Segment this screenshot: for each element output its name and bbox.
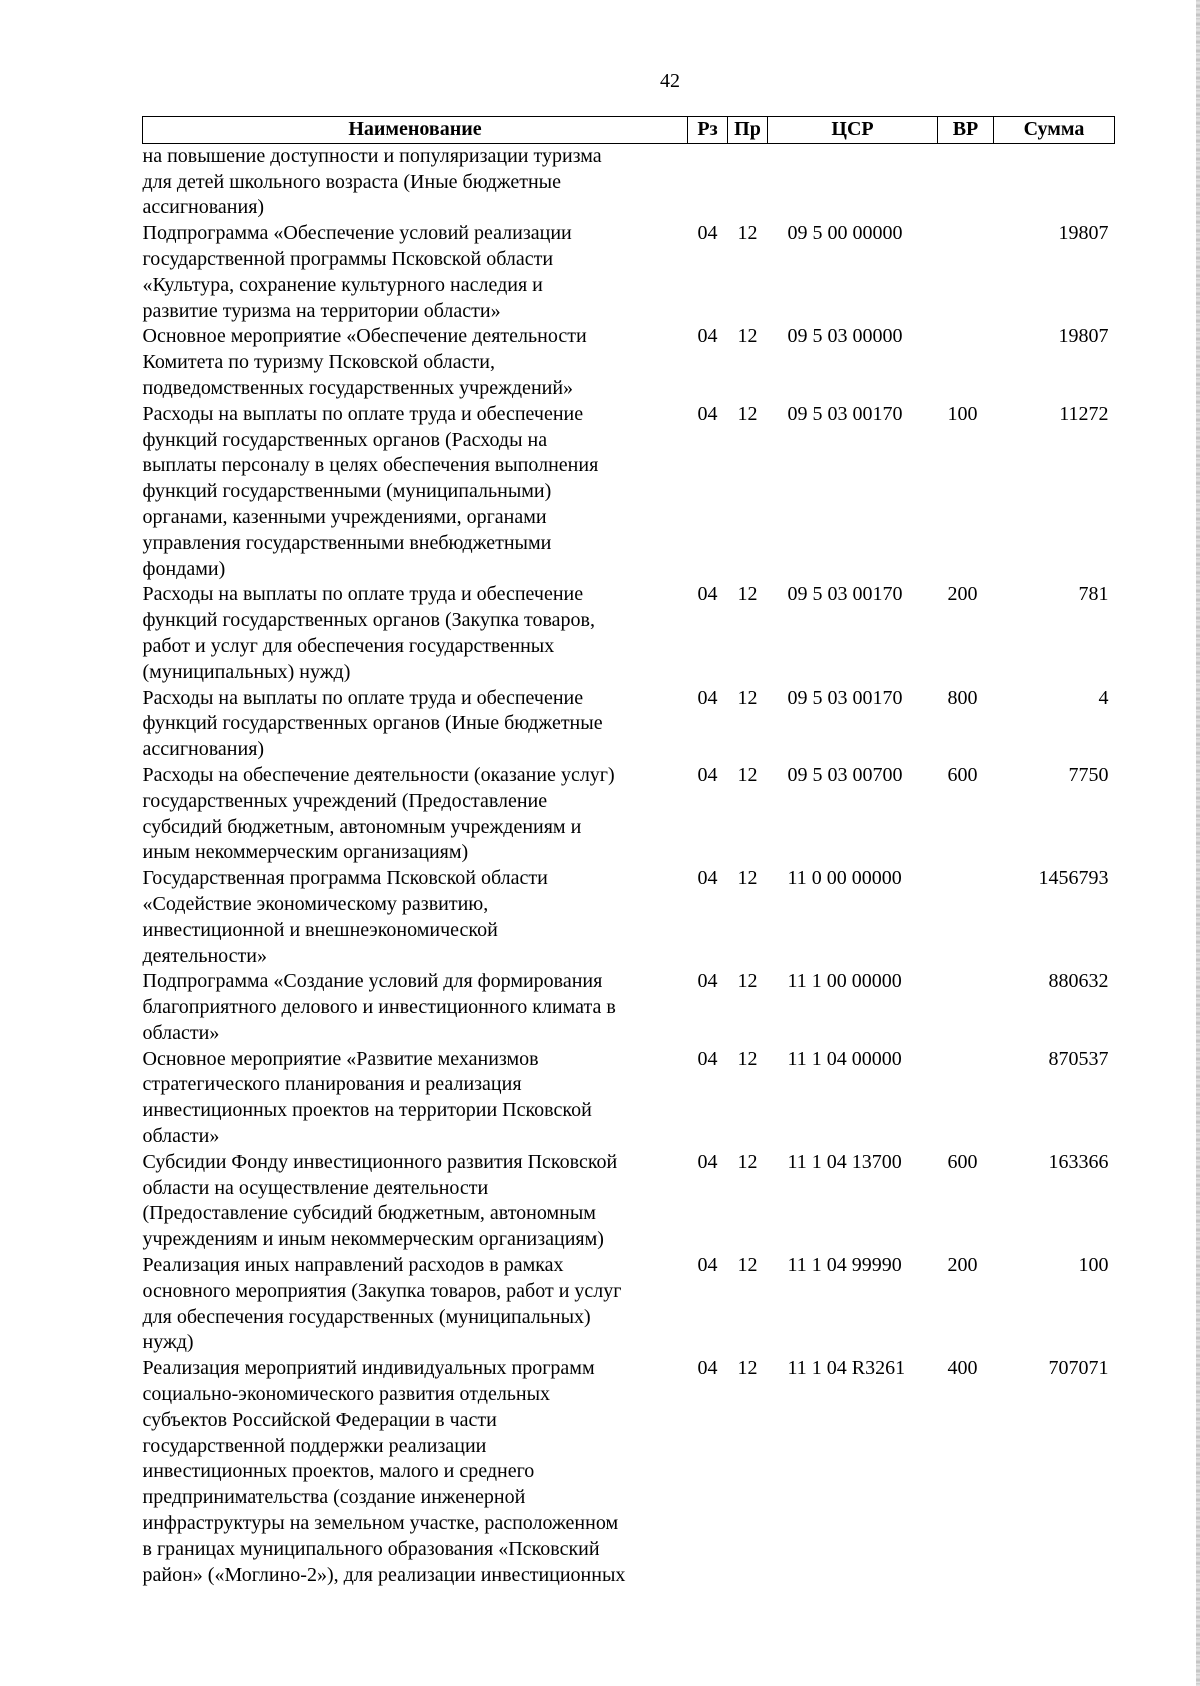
cell-pr: 12 bbox=[737, 1150, 758, 1173]
cell-csr: 09 5 03 00000 bbox=[787, 325, 903, 348]
cell-sum: 1456793 bbox=[1038, 867, 1109, 890]
cell-sum: 707071 bbox=[1048, 1357, 1109, 1380]
cell-rz: 04 bbox=[697, 402, 718, 425]
cell-vr: 600 bbox=[947, 1150, 978, 1173]
table-row bbox=[143, 143, 1115, 221]
cell-name: Реализация иных направлений расходов в рамках основного мероприятия (Закупка товаров, работ и услуг для обеспечения государственных (муниципальных) нужд) bbox=[142, 1254, 622, 1354]
cell-vr bbox=[938, 324, 994, 401]
cell-sum: 19807 bbox=[1058, 222, 1109, 245]
table-header bbox=[143, 117, 1115, 144]
cell-pr bbox=[728, 143, 768, 221]
cell-pr: 12 bbox=[737, 1047, 758, 1070]
cell-sum bbox=[994, 143, 1115, 221]
table-row bbox=[143, 763, 1115, 866]
cell-sum: 7750 bbox=[1068, 763, 1109, 786]
cell-pr: 12 bbox=[737, 222, 758, 245]
cell-name: Расходы на выплаты по оплате труда и обеспечение функций государственных органов (Закупка товаров, работ и услуг для обеспечения государственных (муниципальных) нужд) bbox=[142, 583, 595, 683]
cell-rz: 04 bbox=[697, 1357, 718, 1380]
cell-vr: 800 bbox=[947, 686, 978, 709]
cell-sum: 163366 bbox=[1048, 1150, 1109, 1173]
cell-rz: 04 bbox=[697, 222, 718, 245]
cell-name: Расходы на выплаты по оплате труда и обеспечение функций государственных органов (Иные бюджетные ассигнования) bbox=[142, 686, 603, 761]
cell-csr: 09 5 03 00170 bbox=[787, 402, 903, 425]
table-row bbox=[143, 402, 1115, 583]
cell-name: Подпрограмма «Обеспечение условий реализации государственной программы Псковской области «Культура, сохранение культурного наследия и развитие туризма на территории области» bbox=[142, 222, 572, 322]
header-sum: Сумма bbox=[994, 117, 1115, 144]
cell-sum: 19807 bbox=[1058, 325, 1109, 348]
cell-name: Основное мероприятие «Развитие механизмов стратегического планирования и реализация инвестиционных проектов на территории Псковской области» bbox=[142, 1047, 592, 1148]
cell-vr bbox=[938, 221, 994, 324]
table-row bbox=[143, 1253, 1115, 1356]
cell-name: Расходы на выплаты по оплате труда и обеспечение функций государственных органов (Расходы на выплаты персоналу в целях обеспечения выполнения функций государственными (муниципальными) органами, казенными учреждениями, органами управления государственными внебюджетными фондами) bbox=[142, 402, 599, 580]
cell-rz: 04 bbox=[697, 1150, 718, 1173]
header-name: Наименование bbox=[143, 117, 688, 144]
header-row bbox=[143, 117, 1115, 144]
table-row bbox=[143, 1047, 1115, 1150]
cell-name: Основное мероприятие «Обеспечение деятельности Комитета по туризму Псковской области, подведомственных государственных учреждений» bbox=[142, 325, 587, 399]
cell-rz bbox=[688, 143, 728, 221]
cell-pr: 12 bbox=[737, 970, 758, 993]
cell-name: Субсидии Фонду инвестиционного развития Псковской области на осуществление деятельности (Предоставление субсидий бюджетным, автономным учреждениям и иным некоммерческим организациям) bbox=[142, 1150, 618, 1251]
cell-rz: 04 bbox=[697, 867, 718, 890]
cell-sum: 100 bbox=[1078, 1254, 1109, 1277]
cell-name: Расходы на обеспечение деятельности (оказание услуг) государственных учреждений (Предоставление субсидий бюджетным, автономным учреждениям и иным некоммерческим организациям) bbox=[142, 763, 615, 864]
cell-csr: 11 1 04 99990 bbox=[787, 1254, 902, 1277]
cell-pr: 12 bbox=[737, 763, 758, 786]
cell-vr bbox=[938, 866, 994, 969]
table-row bbox=[143, 582, 1115, 685]
table-row bbox=[143, 866, 1115, 969]
scan-edge bbox=[1196, 0, 1200, 1686]
cell-rz: 04 bbox=[697, 686, 718, 709]
cell-vr bbox=[938, 1047, 994, 1150]
cell-sum: 870537 bbox=[1048, 1047, 1109, 1070]
cell-sum: 4 bbox=[1098, 686, 1109, 709]
table-body bbox=[143, 143, 1115, 1588]
cell-csr: 11 1 04 13700 bbox=[787, 1150, 902, 1173]
table-row bbox=[143, 1356, 1115, 1588]
cell-csr: 09 5 00 00000 bbox=[787, 222, 903, 245]
cell-vr: 600 bbox=[947, 763, 978, 786]
cell-name: на повышение доступности и популяризации туризма для детей школьного возраста (Иные бюджетные ассигнования) bbox=[142, 144, 602, 219]
cell-rz: 04 bbox=[697, 325, 718, 348]
table-row bbox=[143, 686, 1115, 763]
table-row bbox=[143, 969, 1115, 1046]
page-number: 42 bbox=[660, 70, 680, 92]
cell-pr: 12 bbox=[737, 583, 758, 606]
cell-sum: 11272 bbox=[1059, 402, 1109, 425]
cell-rz: 04 bbox=[697, 763, 718, 786]
cell-pr: 12 bbox=[737, 1357, 758, 1380]
cell-sum: 781 bbox=[1078, 583, 1109, 606]
cell-csr: 09 5 03 00170 bbox=[787, 686, 903, 709]
header-csr: ЦСР bbox=[768, 117, 938, 144]
table-row bbox=[143, 1150, 1115, 1253]
cell-pr: 12 bbox=[737, 402, 758, 425]
table-row bbox=[143, 221, 1115, 324]
cell-vr bbox=[938, 143, 994, 221]
table-row bbox=[143, 324, 1115, 401]
cell-vr: 200 bbox=[947, 583, 978, 606]
cell-pr: 12 bbox=[737, 686, 758, 709]
header-vr: ВР bbox=[938, 117, 994, 144]
cell-sum: 880632 bbox=[1048, 970, 1109, 993]
cell-csr: 11 1 04 R3261 bbox=[787, 1357, 906, 1380]
cell-csr: 09 5 03 00170 bbox=[787, 583, 903, 606]
cell-vr: 100 bbox=[947, 402, 978, 425]
cell-rz: 04 bbox=[697, 970, 718, 993]
cell-vr: 400 bbox=[947, 1357, 978, 1380]
cell-name: Подпрограмма «Создание условий для формирования благоприятного делового и инвестиционного климата в области» bbox=[142, 970, 616, 1044]
cell-csr: 09 5 03 00700 bbox=[787, 763, 903, 786]
cell-name: Государственная программа Псковской области «Содействие экономическому развитию, инвестиционной и внешнеэкономической деятельности» bbox=[142, 867, 548, 967]
cell-csr bbox=[768, 143, 938, 221]
cell-pr: 12 bbox=[737, 325, 758, 348]
cell-rz: 04 bbox=[697, 583, 718, 606]
header-pr: Пр bbox=[728, 117, 768, 144]
header-rz: Рз bbox=[688, 117, 728, 144]
budget-table bbox=[142, 116, 1115, 1588]
cell-pr: 12 bbox=[737, 1254, 758, 1277]
cell-csr: 11 0 00 00000 bbox=[787, 867, 902, 890]
cell-csr: 11 1 00 00000 bbox=[787, 970, 902, 993]
cell-rz: 04 bbox=[697, 1047, 718, 1070]
cell-csr: 11 1 04 00000 bbox=[787, 1047, 902, 1070]
cell-rz: 04 bbox=[697, 1254, 718, 1277]
cell-vr: 200 bbox=[947, 1254, 978, 1277]
cell-vr bbox=[938, 969, 994, 1046]
cell-name: Реализация мероприятий индивидуальных программ социально-экономического развития отдельных субъектов Российской Федерации в части государственной поддержки реализации инвестиционных проектов, малого и среднего предпринимательства (создание инженерной инфраструктуры на земельном участке, расположенном в границах муниципального образования «Псковский район» («Моглино-2»), для реализации инвестиционных bbox=[142, 1357, 626, 1586]
cell-pr: 12 bbox=[737, 867, 758, 890]
